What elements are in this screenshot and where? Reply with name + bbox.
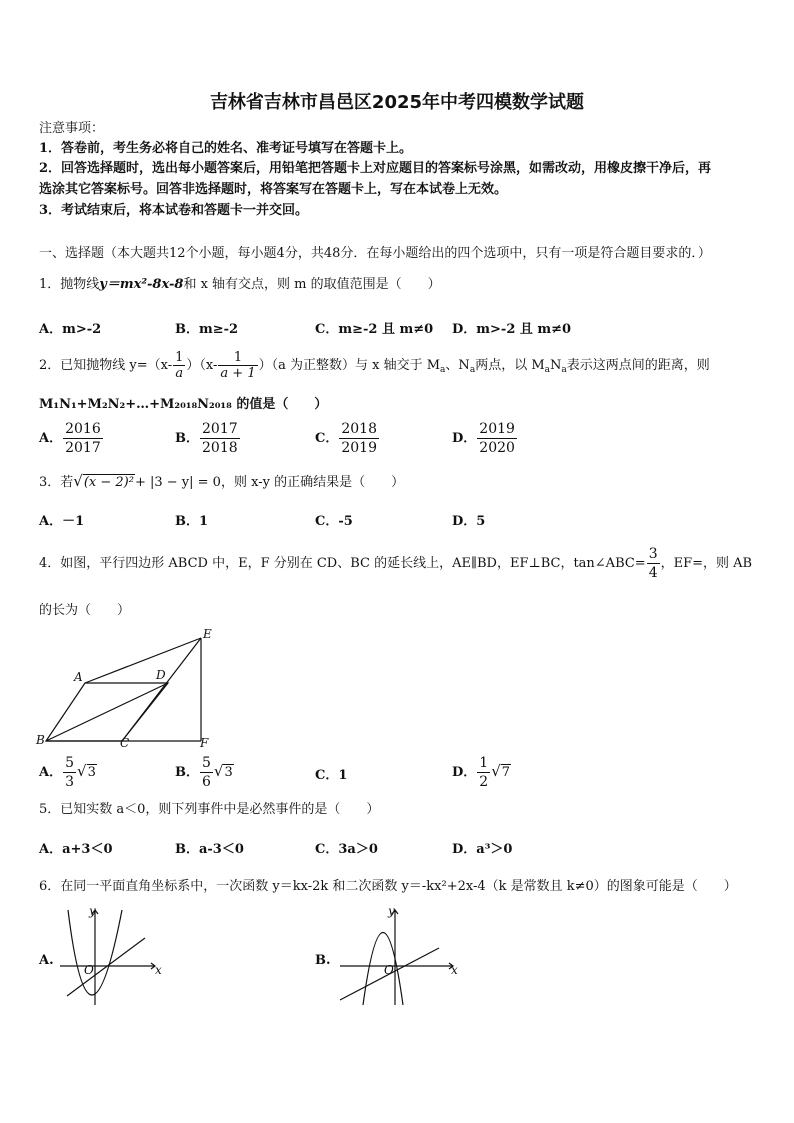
notice-item-3: 3．考试结束后，将本试卷和答题卡一并交回。 (39, 203, 309, 218)
q1-option-c: C．m≥-2 且 m≠0 (315, 322, 434, 337)
section-heading: 一、选择题（本大题共12个小题，每小题4分，共48分．在每小题给出的四个选项中，只有一项是符合题目要求的．） (39, 246, 711, 261)
graph-b-y-label: y (388, 904, 395, 918)
q1-formula: y＝mx²-8x-8 (99, 277, 184, 292)
q4-frac: $\frac{3}{4}$ (648, 546, 658, 581)
q2-line-2: M₁N₁+M₂N₂+…+M₂₀₁₈N₂₀₁₈ 的值是（ ） (39, 397, 328, 412)
notice-item-2: 2．回答选择题时，选出每小题答案后，用铅笔把答题卡上对应题目的答案标号涂黑，如需改动，用橡皮擦干净后，再 (39, 161, 712, 176)
q3-radicand: (x − 2)² (83, 475, 134, 490)
question-1 (39, 276, 441, 294)
q4-option-d: D． $\frac{1}{2}$ √7 (452, 755, 511, 790)
q2-option-d: D． $\frac{2019}{2020}$ (452, 421, 515, 456)
parallelogram-figure (30, 625, 220, 750)
question-3: 3．若√(x − 2)²+ |3 − y| = 0，则 x-y 的正确结果是（ ） (39, 472, 405, 490)
q4-option-c: C．1 (315, 768, 348, 783)
q3-option-b: B．1 (175, 514, 209, 529)
q3-option-d: D．5 (452, 514, 486, 529)
page-title: 吉林省吉林市昌邑区2025年中考四模数学试题 (209, 92, 585, 113)
figure-label-c: C (120, 736, 130, 750)
q6-option-b-label: B. (315, 953, 331, 968)
q6-graph-b (335, 900, 460, 1010)
q1-option-a: A．m>-2 (39, 322, 102, 337)
q2-pre: 2．已知抛物线 y=（x- (39, 358, 173, 373)
q2-frac-2: $\frac{1}{a + 1}$ (220, 350, 256, 381)
q4-option-a: A． $\frac{5}{3}$ √3 (39, 755, 96, 790)
q3-option-c: C．-5 (315, 514, 353, 529)
graph-b-x-label: x (451, 963, 458, 977)
q2-mid: ）（x- (186, 358, 218, 373)
q6-option-a-label: A. (39, 953, 54, 968)
figure-label-f: F (200, 736, 209, 750)
question-6: 6．在同一平面直角坐标系中，一次函数 y＝kx-2k 和二次函数 y＝-kx²+2x-4（k 是常数且 k≠0）的图象可能是（ ） (39, 879, 737, 894)
q1-pre: 1．抛物线 (39, 277, 100, 292)
notice-heading: 注意事项： (39, 121, 105, 136)
graph-a-x-label: x (155, 963, 162, 977)
figure-label-e: E (203, 627, 212, 641)
figure-label-b: B (36, 733, 45, 747)
q5-option-b: B．a-3＜0 (175, 842, 244, 857)
q2-frac-1: $\frac{1}{a}$ (175, 350, 184, 381)
q5-option-c: C．3a＞0 (315, 842, 378, 857)
graph-a-origin-label: O (84, 963, 94, 977)
q5-option-a: A．a+3＜0 (39, 842, 113, 857)
graph-b-origin-label: O (384, 963, 394, 977)
q3-option-a: A．－1 (39, 514, 85, 529)
question-5: 5．已知实数 a＜0，则下列事件中是必然事件的是（ ） (39, 802, 380, 817)
q2-option-b: B． $\frac{2017}{2018}$ (175, 421, 238, 456)
question-2: 2．已知抛物线 y=（x- $\frac{1}{a}$ ）（x- $\frac{1}{a + 1}$ ）（a 为正整数）与 x 轴交于 $M_a$、$N_a$两点，以 $M_aN_a$表示这两点间的距离，则 (39, 350, 710, 381)
q2-option-a: A． $\frac{2016}{2017}$ (39, 421, 101, 456)
q4-line-2: 的长为（ ） (39, 603, 131, 618)
q4-option-b: B． $\frac{5}{6}$ √3 (175, 755, 233, 790)
graph-a-y-label: y (89, 904, 96, 918)
q3-abs: + |3 − y| = 0 (134, 475, 221, 490)
figure-label-d: D (156, 668, 166, 682)
q1-option-b: B．m≥-2 (175, 322, 239, 337)
q2-option-c: C． $\frac{2018}{2019}$ (315, 421, 377, 456)
question-4: 4．如图，平行四边形 ABCD 中，E，F 分别在 CD、BC 的延长线上，AE∥BD，EF⊥BC，tan∠ABC= $\frac{3}{4}$ ，EF=，则 AB (39, 546, 753, 581)
q6-graph-a (55, 900, 170, 1010)
figure-label-a: A (74, 670, 83, 684)
q1-option-d: D．m>-2 且 m≠0 (452, 322, 572, 337)
q1-post: 和 x 轴有交点，则 m 的取值范围是（ ） (183, 277, 441, 292)
q5-option-d: D．a³＞0 (452, 842, 513, 857)
notice-item-2-cont: 选涂其它答案标号。回答非选择题时，将答案写在答题卡上，写在本试卷上无效。 (39, 182, 508, 197)
notice-item-1: 1．答卷前，考生务必将自己的姓名、准考证号填写在答题卡上。 (39, 141, 413, 156)
q2-post: ）（a 为正整数）与 x 轴交于 M (258, 358, 441, 373)
